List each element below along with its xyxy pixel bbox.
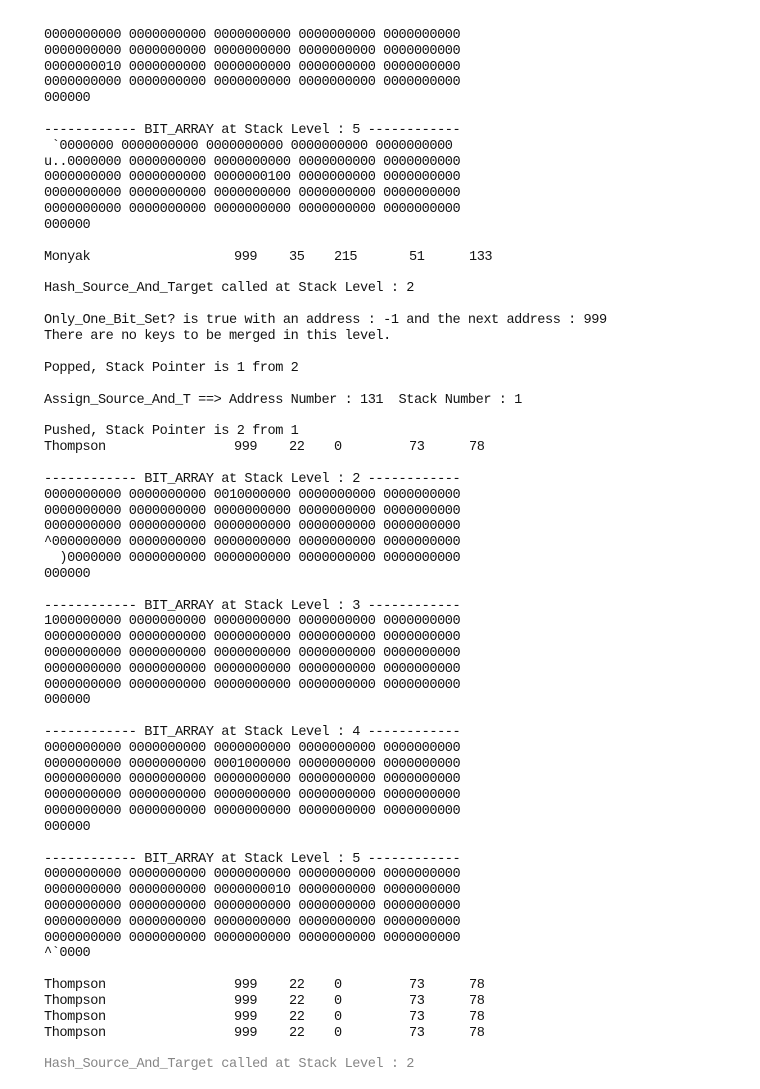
blank-line — [44, 456, 744, 472]
bit-row: 0000000000 0000000000 0000000000 0000000000 0000000000 — [44, 772, 461, 788]
log-line: Assign_Source_And_T ==> Address Number : 131 Stack Number : 1 — [44, 392, 522, 408]
log-line: Popped, Stack Pointer is 1 from 2 — [44, 360, 299, 376]
log-message — [44, 313, 744, 345]
record-value: 73 — [409, 1025, 425, 1041]
record-value: 22 — [289, 978, 305, 994]
bit-row: 0000000000 0000000000 0000000000 0000000000 0000000000 — [44, 899, 461, 915]
record-value: 78 — [469, 994, 485, 1010]
log-line: Hash_Source_And_Target called at Stack Level : 2 — [44, 1057, 414, 1073]
bit-row: 0000000000 0000000000 0000000000 0000000000 0000000000 — [44, 503, 461, 519]
blank-line — [44, 962, 744, 978]
record-name: Monyak — [44, 249, 91, 265]
bit-row: 0000000000 0000000000 0000000010 0000000000 0000000000 — [44, 883, 461, 899]
record-row — [44, 440, 744, 456]
record-row — [44, 994, 744, 1010]
bit-row: 000000 — [44, 819, 91, 835]
bit-row: 0000000000 0000000000 0000000000 0000000000 0000000000 — [44, 677, 461, 693]
bit-array-header: ------------ BIT_ARRAY at Stack Level : 3 ------------ — [44, 598, 461, 614]
record-row — [44, 978, 744, 994]
blank-line — [44, 709, 744, 725]
record-block — [44, 978, 744, 1041]
blank-line — [44, 583, 744, 599]
record-value: 73 — [409, 440, 425, 456]
bit-array-header: ------------ BIT_ARRAY at Stack Level : 4 ------------ — [44, 725, 461, 741]
blank-line — [44, 234, 744, 250]
bit-row: 0000000000 0000000000 0000000000 0000000000 0000000000 — [44, 867, 461, 883]
record-value: 78 — [469, 1009, 485, 1025]
bit-row: 0000000000 0000000000 0000000000 0000000000 0000000000 — [44, 75, 461, 91]
blank-line — [44, 836, 744, 852]
record-value: 999 — [234, 440, 258, 456]
bit-row: 000000 — [44, 693, 91, 709]
bit-row: 0000000010 0000000000 0000000000 0000000000 0000000000 — [44, 59, 461, 75]
record-name: Thompson — [44, 1025, 106, 1041]
record-value: 133 — [469, 249, 493, 265]
bit-array-block — [44, 28, 744, 107]
bit-row: 0000000000 0000000000 0000000000 0000000000 0000000000 — [44, 645, 461, 661]
bit-row: ^000000000 0000000000 0000000000 0000000000 0000000000 — [44, 535, 461, 551]
record-value: 73 — [409, 994, 425, 1010]
record-value: 22 — [289, 1009, 305, 1025]
bit-row: 0000000000 0000000000 0000000000 0000000000 0000000000 — [44, 804, 461, 820]
record-value: 999 — [234, 1009, 258, 1025]
record-value: 999 — [234, 1025, 258, 1041]
record-value: 0 — [334, 978, 342, 994]
record-value: 73 — [409, 978, 425, 994]
blank-line — [44, 1041, 744, 1057]
bit-row: u..0000000 0000000000 0000000000 0000000000 0000000000 — [44, 154, 461, 170]
bit-row: 0000000000 0000000000 0000000100 0000000000 0000000000 — [44, 170, 461, 186]
bit-row: 0000000000 0000000000 0000000000 0000000000 0000000000 — [44, 914, 461, 930]
bit-row: 000000 — [44, 91, 91, 107]
log-message — [44, 361, 744, 377]
record-value: 0 — [334, 1009, 342, 1025]
record-value: 51 — [409, 249, 425, 265]
log-message — [44, 393, 744, 409]
record-value: 78 — [469, 978, 485, 994]
blank-line — [44, 408, 744, 424]
log-line: Hash_Source_And_Target called at Stack Level : 2 — [44, 281, 414, 297]
record-value: 22 — [289, 1025, 305, 1041]
record-name: Thompson — [44, 994, 106, 1010]
bit-row: ^`0000 — [44, 946, 91, 962]
log-line: There are no keys to be merged in this level. — [44, 328, 391, 344]
bit-array-block — [44, 599, 744, 710]
blank-line — [44, 297, 744, 313]
blank-line — [44, 345, 744, 361]
record-value: 215 — [334, 249, 358, 265]
bit-row: 0000000000 0000000000 0000000000 0000000000 0000000000 — [44, 201, 461, 217]
record-value: 73 — [409, 1009, 425, 1025]
record-value: 0 — [334, 994, 342, 1010]
bit-row: 0000000000 0000000000 0000000000 0000000000 0000000000 — [44, 43, 461, 59]
bit-row: 1000000000 0000000000 0000000000 0000000000 0000000000 — [44, 614, 461, 630]
record-value: 999 — [234, 978, 258, 994]
bit-array-header: ------------ BIT_ARRAY at Stack Level : 5 ------------ — [44, 851, 461, 867]
bit-row: 000000 — [44, 217, 91, 233]
bit-row: 0000000000 0000000000 0000000000 0000000000 0000000000 — [44, 930, 461, 946]
bit-row: 0000000000 0000000000 0010000000 0000000000 0000000000 — [44, 487, 461, 503]
bit-row: `0000000 0000000000 0000000000 0000000000 0000000000 — [44, 138, 453, 154]
bit-array-block — [44, 123, 744, 234]
log-line: Only_One_Bit_Set? is true with an address : -1 and the next address : 999 — [44, 313, 607, 329]
record-value: 22 — [289, 994, 305, 1010]
record-value: 78 — [469, 1025, 485, 1041]
record-row — [44, 1010, 744, 1026]
record-name: Thompson — [44, 440, 106, 456]
log-message — [44, 281, 744, 297]
log-message — [44, 424, 744, 456]
blank-line — [44, 107, 744, 123]
record-row — [44, 1026, 744, 1042]
record-value: 35 — [289, 249, 305, 265]
bit-row: 000000 — [44, 566, 91, 582]
record-block — [44, 250, 744, 266]
record-value: 999 — [234, 994, 258, 1010]
bit-row: 0000000000 0000000000 0000000000 0000000000 0000000000 — [44, 740, 461, 756]
bit-row: 0000000000 0000000000 0000000000 0000000000 0000000000 — [44, 186, 461, 202]
record-value: 0 — [334, 1025, 342, 1041]
record-row — [44, 250, 744, 266]
bit-row: 0000000000 0000000000 0000000000 0000000000 0000000000 — [44, 788, 461, 804]
bit-row: 0000000000 0000000000 0000000000 0000000000 0000000000 — [44, 630, 461, 646]
bit-row: 0000000000 0000000000 0000000000 0000000000 0000000000 — [44, 519, 461, 535]
record-value: 78 — [469, 440, 485, 456]
bit-array-header: ------------ BIT_ARRAY at Stack Level : 5 ------------ — [44, 122, 461, 138]
bit-array-block — [44, 725, 744, 836]
bit-array-header: ------------ BIT_ARRAY at Stack Level : 2 ------------ — [44, 471, 461, 487]
bit-row: 0000000000 0000000000 0000000000 0000000000 0000000000 — [44, 28, 461, 43]
record-value: 999 — [234, 249, 258, 265]
log-line: Pushed, Stack Pointer is 2 from 1 — [44, 424, 299, 440]
bit-row: )0000000 0000000000 0000000000 0000000000 0000000000 — [44, 550, 461, 566]
record-value: 22 — [289, 440, 305, 456]
document-page — [44, 28, 744, 1073]
bit-row: 0000000000 0000000000 0000000000 0000000000 0000000000 — [44, 661, 461, 677]
cut-off-line — [44, 1057, 744, 1073]
blank-line — [44, 377, 744, 393]
bit-row: 0000000000 0000000000 0001000000 0000000000 0000000000 — [44, 756, 461, 772]
record-name: Thompson — [44, 978, 106, 994]
blank-line — [44, 265, 744, 281]
bit-array-block — [44, 852, 744, 963]
record-value: 0 — [334, 440, 342, 456]
bit-array-block — [44, 472, 744, 583]
record-name: Thompson — [44, 1009, 106, 1025]
